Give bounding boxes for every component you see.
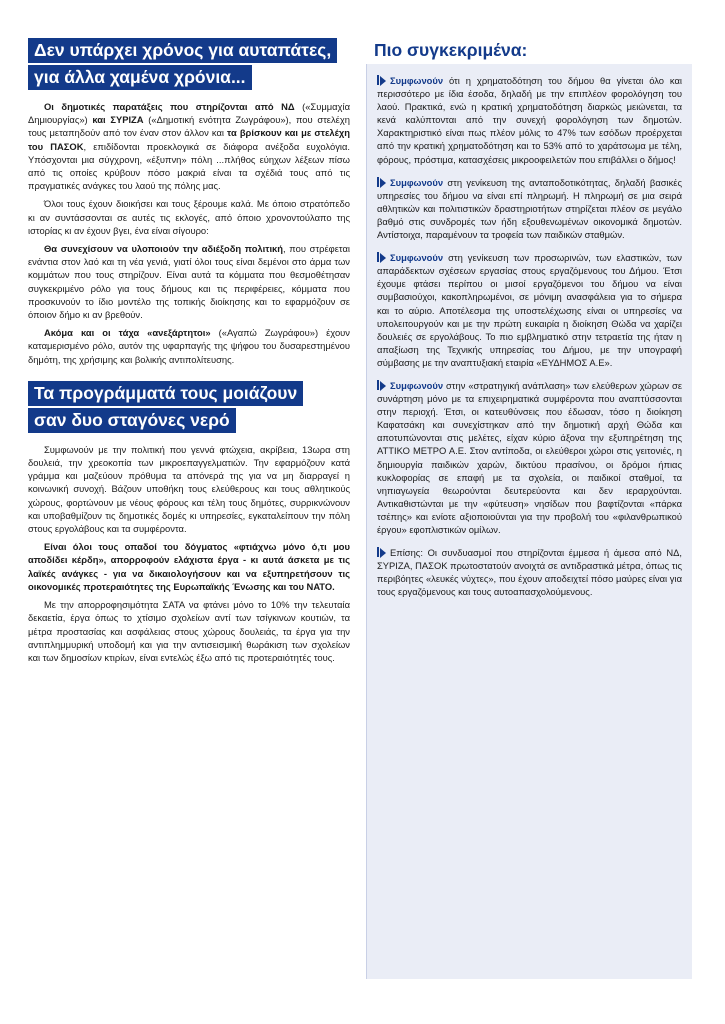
arrow-marker-icon [377, 547, 388, 557]
agreement-item: Συμφωνούν στη γενίκευση των προσωρινών, των ελαστικών, των απαράδεκτων σχέσεων εργασίας στους εργαζόμενους του Δήμου. Έτσι έχουμε φτάσει περίπου οι μισοί εργαζόμενοι του δήμου να είναι συμβασιούχοι, κακοπληρωμένοι, σε μόνιμη ανασφάλεια για το σήμερα και το αύριο. Αποτέλεσμα της υποστελέχωσης είναι οι υπηρεσίες να υπολειτουργούν και με την πρώτη ευκαιρία η διοίκηση Θώδα να χαρίζει δουλειές σε εργολάβους. Το πιο εμβληματικό στην τετραετία της ήταν η απαξίωση της Τεχνικής υπηρεσίας του Δήμου, με την υπογραφή σύμβασης με την αναπτυξιακή εταιρία «ΕΥΔΗΜΟΣ Α.Ε». [377, 252, 682, 368]
paragraph: Είναι όλοι τους οπαδοί του δόγματος «φτιάχνω μόνο ό,τι μου αποδίδει κέρδη», απορροφούν ελάχιστα έργα - κι αυτά άσκετα με τις λαϊκές ανάγκες - για να δικαιολογήσουν και να εξυπηρετήσουν τις οικονομικές προτεραιότητες της Ευρωπαϊκής Ένωσης και του ΝΑΤΟ. [28, 541, 350, 592]
heading-line: σαν δυο σταγόνες νερό [28, 408, 236, 433]
paragraph: Με την απορροφησιμότητα ΣΑΤΑ να φτάνει μόνο το 10% την τελευταία δεκαετία, έργα όπως το χτίσιμο σχολείων αντί των τσίγκινων κουτιών, τα μέτρα προστασίας και ασφάλειας στους χώρους δουλειάς, τα έργα για την αντιπλημμυρική υποδομή και για την αντισεισμική θωράκιση των σχολείων και των δημοσίων κτιρίων, είναι εντελώς έξω από τις προτεραιότητές τους. [28, 599, 350, 663]
paragraph: Όλοι τους έχουν διοικήσει και τους ξέρουμε καλά. Με όποιο στρατόπεδο κι αν συντάσσονται σε αυτές τις εκλογές, από όποιο χρονοντούλαπο της ιστορίας κι αν έχουν βγει, ένα είναι σίγουρο: [28, 198, 350, 236]
paragraph: Συμφωνούν με την πολιτική που γεννά φτώχεια, ακρίβεια, 13ωρα στη δουλειά, την χρεοκοπία των μικροεπαγγελματιών. Την εφαρμόζουν κατά γράμμα και μαζεύουν πρόθυμα τα απόνερά της για να μη διαρραγεί η κοινωνική συνοχή. Βάζουν υποθήκη τους ελεύθερους και τους αθλητικούς χώρους, φορτώνουν με νέους φόρους και τέλη τους δημότες, συρρικνώνουν και υποβαθμίζουν τις δημοτικές δομές κι υπηρεσίες, εγκαταλείπουν την πόλη στους εργολάβους και τα συμφέροντα. [28, 443, 350, 535]
arrow-marker-icon [377, 177, 388, 187]
arrow-marker-icon [377, 252, 388, 262]
arrow-marker-icon [377, 75, 388, 85]
heading-no-time [28, 38, 350, 92]
paragraph: Θα συνεχίσουν να υλοποιούν την αδιέξοδη πολιτική, που στρέφεται ενάντια στον λαό και τη νέα γενιά, γιατί όλοι τους είναι δεμένοι στο άρμα των κομμάτων που τους στηρίζουν. Είναι αυτά τα κόμματα που θεσμοθέτησαν συγκεκριμένο ρόλο για τους δήμους και τις περιφέρειες, κόμματα που προσκυνούν το ίδιο μοντέλο της τοπικής διοίκησης και το εφαρμόζουν σε όποιον δήμο κι αν βρεθούν. [28, 243, 350, 321]
agreement-box [366, 64, 692, 979]
heading-programs [28, 381, 350, 435]
agreement-item: Συμφωνούν ότι η χρηματοδότηση του δήμου θα γίνεται όλο και περισσότερο με ίδια έσοδα, δηλαδή με την επιπλέον φορολόγηση του λαού. Πρακτικά, ενώ η κρατική χρηματοδότηση διαρκώς μειώνεται, τα κενά καλύπτονται από την συνεχή φορολόγηση των δημοτών. Χαρακτηριστικό είναι πως πλέον μόλις το 47% των εσόδων προέρχεται από την κρατική χρηματοδότηση και το 53% από το χαράτσωμα με τέλη, φόρους, πρόστιμα, κατασχέσεις μικροοφειλετών που επιβάλλει ο δήμος! [377, 75, 682, 165]
heading-line: Δεν υπάρχει χρόνος για αυταπάτες, [28, 38, 337, 63]
agreement-item: Επίσης: Οι συνδυασμοί που στηρίζονται έμμεσα ή άμεσα από ΝΔ, ΣΥΡΙΖΑ, ΠΑΣΟΚ πρωτοστατούν ανοιχτά σε αντιδραστικά μέτρα, όπως τις περιβόητες «λευκές νύχτες», που έχουν αποδειχτεί πόσο μαύρες είναι για τους εργαζόμενους και τους αυτοαπασχολούμενους. [377, 547, 682, 598]
paragraph: Οι δημοτικές παρατάξεις που στηρίζονται από ΝΔ («Συμμαχία Δημιουργίας») και ΣΥΡΙΖΑ («Δημοτική ενότητα Ζωγράφου»), που στελέχη τους μεταπηδούν από τον έναν στον άλλον και τα βρίσκουν και με στελέχη του ΠΑΣΟΚ, επιδίδονται προεκλογικά σε διάφορα ανέξοδα ευχολόγια. Υπόσχονται μια σύγχρονη, «έξυπνη» πόλη ...πλήθος εύηχων λέξεων πίσω από τις οποίες κρύβουν πόσο μακριά είναι τα σχέδιά τους από τις πραγματικές ανάγκες του λαού της πόλης μας. [28, 101, 351, 192]
arrow-marker-icon [377, 380, 388, 390]
section-title: Πιο συγκεκριμένα: [374, 40, 528, 60]
right-column [366, 40, 692, 979]
agreement-item: Συμφωνούν στη γενίκευση της ανταποδοτικότητας, δηλαδή βασικές υπηρεσίες του δήμου να είναι επί πληρωμή. Η πληρωμή σε μια σειρά αθλητικών και πολιτιστικών δραστηριοτήτων στηρίζεται πλέον σε μεγάλο βαθμό στις συνδρομές των ήδη εξουθενωμένων οικονομικά δημοτών. Αντίστοιχα, παραμένουν τα τροφεία των παιδικών σταθμών. [377, 176, 682, 241]
agreement-item: Συμφωνούν στην «στρατηγική ανάπλαση» των ελεύθερων χώρων σε συνάρτηση μόνο με τα επιχειρηματικά συμφέροντα που αναπτύσσονται στην περιοχή. Έτσι, οι κατευθύνσεις που έδωσαν, τόσο η διοίκηση Καφατσάκη και συνεχίστηκαν από την δημοτική αρχή Θώδα και αποτυπώνονται στις μελέτες, είχαν κύριο άξονα την εξυπηρέτηση της ΑΤΤΙΚΟ ΜΕΤΡΟ Α.Ε. Στον αντίποδα, οι ελεύθεροι χώροι στις γειτονιές, η δημιουργία παιδικών χαρών, δικτύου πρασίνου, οι δρόμοι ήπιας κυκλοφορίας σε επαφή με τα σχολεία, οι παιδικοί σταθμοί, τα νηπιαγωγεία θεωρούνται δευτερεύοντα και δεν ιεραρχούνται. Αντικαθιστώνται με την «φύτευση» νησίδων που βαφτίζονται «πάρκα τσέπης» και ενίοτε αξιοποιούνται για την προβολή του «φιλανθρωπικού έργου» εφοπλιστικών ομίλων. [377, 379, 682, 535]
heading-line: Τα προγράμματά τους μοιάζουν [28, 381, 303, 406]
left-column [28, 38, 350, 669]
heading-line: για άλλα χαμένα χρόνια... [28, 65, 252, 90]
paragraph: Ακόμα και οι τάχα «ανεξάρτητοι» («Αγαπώ Ζωγράφου») έχουν καταμερισμένο ρόλο, αυτόν της υφαρπαγής της ψήφου του δυσαρεστημένου δημότη, της χρήσιμης και βολικής αντιπολίτευσης. [28, 327, 350, 365]
